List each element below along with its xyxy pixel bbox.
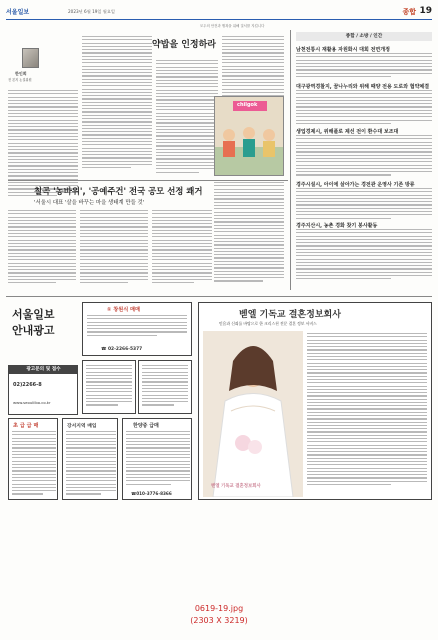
classified-ad-4 (8, 418, 58, 500)
classified-title: ① 창원식 매매 (107, 307, 141, 313)
column-title: 약밥을 인정하라 (152, 40, 216, 50)
classified-phone: ☎ 02-2266-5377 (101, 347, 143, 352)
author-photo (22, 48, 39, 68)
classified-ad-3 (138, 360, 192, 414)
article2-photo (214, 96, 284, 176)
divider (8, 180, 288, 181)
author-title: 전 본지 논설위원 (8, 78, 32, 82)
page-header (6, 6, 432, 20)
column-text-1 (8, 90, 78, 198)
right-headline-2: 대구광역경찰지, 꿈나누리와 위해 때양 전용 도로와 협약체결 (296, 84, 430, 90)
wedding-image-caption: 벧엘 기독교 결혼정보회사 (211, 484, 261, 489)
column-divider (290, 30, 291, 290)
hanyang-title: 한양중 급매 (133, 423, 159, 429)
right-text-1 (296, 53, 432, 79)
right-headline-5: 경주지산시, 농촌 경화 찾기 봉사활동 (296, 223, 378, 229)
wedding-title: 벧엘 기독교 결혼정보회사 (239, 310, 341, 320)
guide-title: 서울일보 (12, 308, 55, 321)
author-name: 한인희 (15, 71, 27, 76)
image-filename: 0619-19.jpg (194, 604, 244, 613)
wedding-bride-image (203, 331, 303, 497)
header-subtitle: 모두의 안전과 행복을 위해 질서를 지킵니다 (200, 24, 265, 28)
column-text-3 (156, 60, 218, 175)
gangseo-text (66, 431, 116, 497)
section-label: 종합 (402, 8, 416, 16)
classified-ad-5 (62, 418, 118, 500)
urgent-sale-title: 초 급 급 매 (13, 423, 39, 429)
gangseo-title: 강서지역 매입 (67, 424, 97, 429)
right-headline-4: 경주시설시, 아이에 살아가는 경전관 운영사 기존 방류 (296, 182, 415, 188)
ad-contact-box (8, 365, 78, 415)
article2-subtitle: '서울시 대표 '살을 바꾸는 마을 생태계 만들 것' (34, 200, 145, 206)
bride-illustration (203, 331, 303, 497)
image-dimensions: (2303 X 3219) (190, 616, 248, 625)
classified-text (87, 315, 187, 338)
photo-label: chilgok (237, 102, 258, 108)
hanyang-phone: ☎010-3776-8366 (131, 491, 172, 496)
article2-text-1 (8, 210, 76, 285)
right-headline-1: 남천전통시 재활용 자원화시 대회 전면개정 (296, 47, 390, 53)
contact-phone: 02)2266-8 (13, 382, 42, 388)
newspaper-logo: 서울일보 (6, 9, 30, 16)
classified-text-2 (86, 365, 132, 408)
right-headline-3: 생업경제시, 위해플로 제선 전이 환수대 보조대 (296, 129, 399, 135)
article2-text-4 (214, 182, 284, 284)
page-number: 19 (419, 6, 432, 16)
issue-date: 2023년 6월 19일 월요일 (68, 9, 115, 14)
classified-ad-6 (122, 418, 192, 500)
right-column-header: 종합 / 소방 / 인간 (296, 32, 432, 41)
urgent-sale-text (12, 431, 56, 497)
children-photo-illustration (215, 97, 284, 176)
right-text-5 (296, 229, 432, 282)
article2-text-2 (80, 210, 148, 285)
right-text-3 (296, 135, 432, 178)
right-text-4 (296, 188, 432, 221)
contact-email: www.seoulilbo.co.kr (13, 400, 51, 405)
classified-ad-2 (82, 360, 136, 414)
column-text-2 (82, 36, 152, 171)
hanyang-text (126, 431, 190, 487)
classified-text-3 (142, 365, 188, 408)
seoul-guide-ad (8, 302, 78, 362)
ads-divider (6, 296, 432, 297)
article2-text-3 (152, 210, 212, 285)
contact-label: 광고문의 및 접수 (9, 366, 78, 374)
right-text-2 (296, 90, 432, 126)
wedding-ad (198, 302, 432, 500)
article2-title: 칠곡 '농바위', '공예주건' 전국 공모 선정 쾌거 (34, 186, 203, 196)
wedding-text (307, 333, 427, 487)
wedding-subtitle: 믿음과 신뢰를 바탕으로 한 크리스천 전문 결혼 정보 서비스 (219, 321, 317, 326)
classified-ad-1 (82, 302, 192, 356)
guide-subtitle: 안내광고 (12, 324, 55, 337)
